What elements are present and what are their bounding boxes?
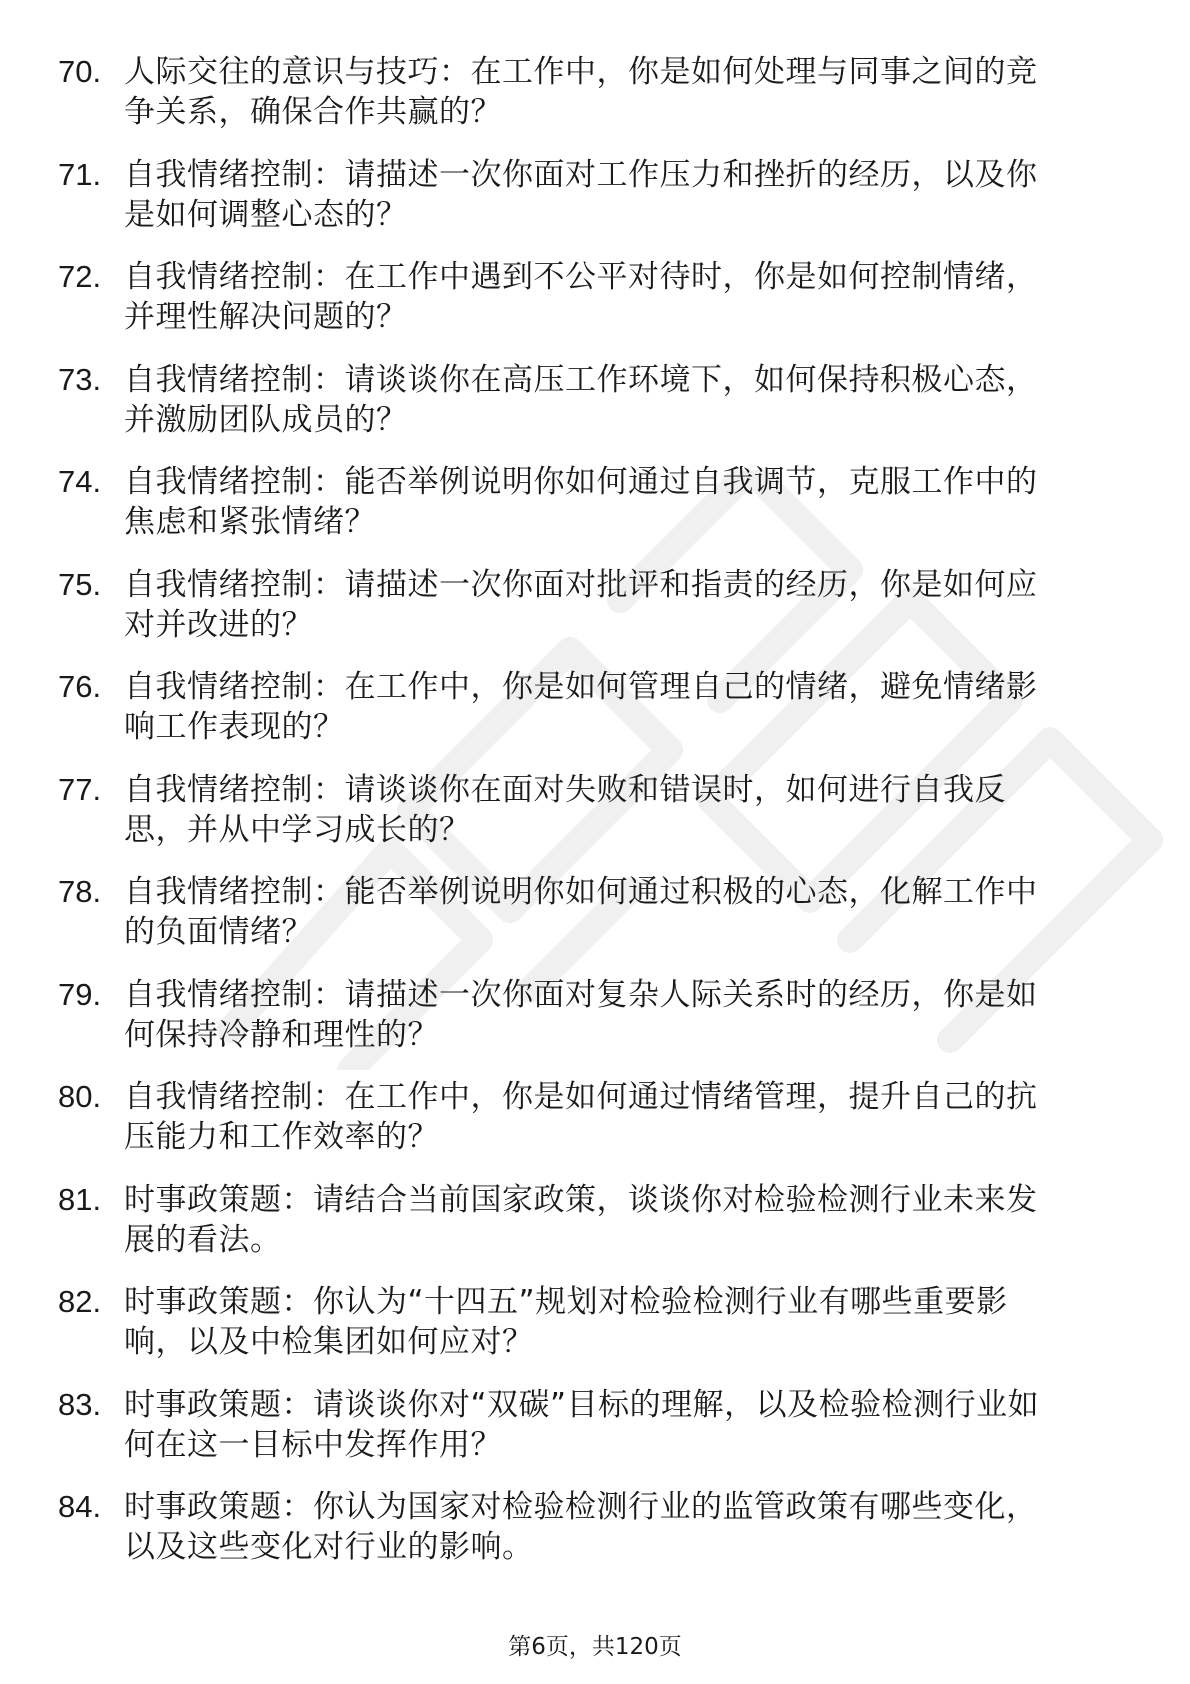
question-number: 79. bbox=[58, 976, 102, 1012]
list-item bbox=[58, 52, 1128, 132]
list-item bbox=[58, 155, 1128, 235]
question-number: 82. bbox=[58, 1284, 102, 1319]
list-item bbox=[58, 975, 1128, 1055]
question-number: 76. bbox=[58, 669, 102, 704]
list-item bbox=[58, 1077, 1128, 1157]
page-number-label: 第6页，共120页 bbox=[508, 1634, 682, 1660]
question-text: 自我情绪控制：在工作中，你是如何通过情绪管理，提升自己的抗压能力和工作效率的？ bbox=[124, 1079, 1038, 1155]
question-text: 时事政策题：你认为“十四五”规划对检验检测行业有哪些重要影响，以及中检集团如何应对？ bbox=[124, 1284, 1008, 1360]
list-item bbox=[58, 1385, 1128, 1465]
question-number: 75. bbox=[58, 566, 102, 602]
question-number: 80. bbox=[58, 1079, 102, 1114]
question-text: 人际交往的意识与技巧：在工作中，你是如何处理与同事之间的竞争关系，确保合作共赢的？ bbox=[124, 54, 1038, 130]
page-footer bbox=[0, 1632, 1190, 1662]
question-text: 自我情绪控制：请描述一次你面对复杂人际关系时的经历，你是如何保持冷静和理性的？ bbox=[124, 976, 1038, 1053]
question-text: 自我情绪控制：请谈谈你在面对失败和错误时，如何进行自我反思，并从中学习成长的？ bbox=[124, 771, 1006, 848]
question-number: 81. bbox=[58, 1181, 102, 1217]
question-number: 73. bbox=[58, 361, 102, 397]
question-text: 时事政策题：请谈谈你对“双碳”目标的理解，以及检验检测行业如何在这一目标中发挥作用？ bbox=[124, 1386, 1040, 1463]
question-number: 72. bbox=[58, 259, 102, 294]
list-item bbox=[58, 1282, 1128, 1362]
question-list bbox=[58, 52, 1128, 1590]
list-item bbox=[58, 1180, 1128, 1260]
list-item bbox=[58, 1487, 1128, 1567]
question-number: 77. bbox=[58, 771, 102, 807]
question-text: 自我情绪控制：在工作中，你是如何管理自己的情绪，避免情绪影响工作表现的？ bbox=[124, 669, 1038, 745]
list-item bbox=[58, 565, 1128, 645]
question-text: 自我情绪控制：在工作中遇到不公平对待时，你是如何控制情绪，并理性解决问题的？ bbox=[124, 259, 1038, 335]
question-number: 70. bbox=[58, 54, 102, 89]
question-text: 时事政策题：你认为国家对检验检测行业的监管政策有哪些变化，以及这些变化对行业的影响。 bbox=[124, 1489, 1038, 1565]
question-number: 83. bbox=[58, 1386, 102, 1422]
question-text: 自我情绪控制：请谈谈你在高压工作环境下，如何保持积极心态，并激励团队成员的？ bbox=[124, 361, 1038, 438]
list-item bbox=[58, 872, 1128, 952]
question-number: 78. bbox=[58, 874, 102, 909]
question-text: 自我情绪控制：能否举例说明你如何通过积极的心态，化解工作中的负面情绪？ bbox=[124, 874, 1038, 950]
question-text: 时事政策题：请结合当前国家政策，谈谈你对检验检测行业未来发展的看法。 bbox=[124, 1181, 1038, 1258]
list-item bbox=[58, 770, 1128, 850]
list-item bbox=[58, 462, 1128, 542]
question-number: 71. bbox=[58, 156, 102, 192]
list-item bbox=[58, 667, 1128, 747]
list-item bbox=[58, 257, 1128, 337]
question-number: 74. bbox=[58, 464, 102, 499]
question-number: 84. bbox=[58, 1489, 102, 1524]
question-text: 自我情绪控制：请描述一次你面对批评和指责的经历，你是如何应对并改进的？ bbox=[124, 566, 1038, 643]
list-item bbox=[58, 360, 1128, 440]
question-text: 自我情绪控制：能否举例说明你如何通过自我调节，克服工作中的焦虑和紧张情绪？ bbox=[124, 464, 1038, 540]
question-text: 自我情绪控制：请描述一次你面对工作压力和挫折的经历，以及你是如何调整心态的？ bbox=[124, 156, 1038, 233]
